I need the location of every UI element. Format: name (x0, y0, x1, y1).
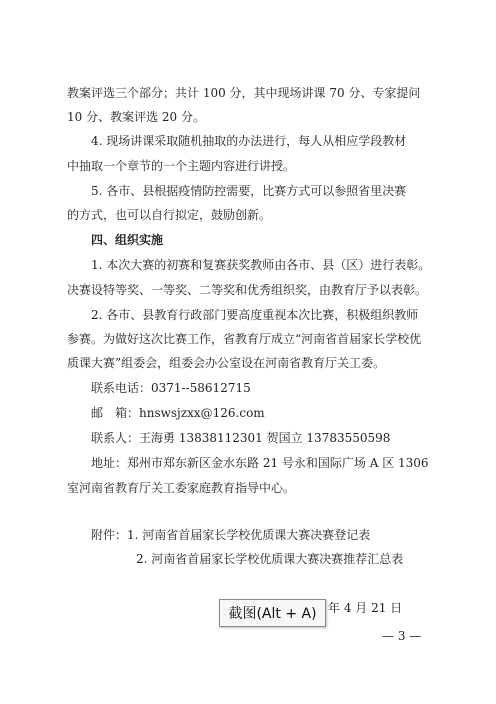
text-line: 2. 各市、县教育行政部门要高度重视本次比赛，积极组织教师 (91, 308, 419, 322)
text-line: 5. 各市、县根据疫情防控需要，比赛方式可以参照省里决赛 (91, 184, 407, 198)
contact-persons: 联系人：王海勇 13838112301 贺国立 13783550598 (91, 431, 391, 445)
contact-phone: 联系电话：0371--58612715 (91, 381, 251, 395)
text-line: 质课大赛”组委会，组委会办公室设在河南省教育厅关工委。 (67, 356, 386, 370)
address-line: 地址：郑州市郑东新区金水东路 21 号永和国际广场 A 区 1306 (91, 456, 429, 470)
screenshot-tooltip: 截图(Alt + A) (219, 599, 326, 627)
text-line: 决赛设特等奖、一等奖、二等奖和优秀组织奖，由教育厅予以表彰。 (67, 283, 428, 297)
text-line: 教案评选三个部分；共计 100 分，其中现场讲课 70 分、专家提问 (67, 86, 421, 100)
attachment-item: 2. 河南省首届家长学校优质课大赛决赛推荐汇总表 (136, 552, 404, 566)
attachment-item: 附件：1. 河南省首届家长学校优质课大赛决赛登记表 (91, 528, 371, 542)
address-line: 室河南省教育厅关工委家庭教育指导中心。 (67, 481, 296, 495)
text-line: 4. 现场讲课采取随机抽取的办法进行，每人从相应学段教材 (91, 134, 407, 148)
text-line: 10 分、教案评选 20 分。 (67, 110, 205, 124)
contact-email: 邮 箱：hnswsjzxx@126.com (91, 406, 265, 420)
text-line: 参赛。为做好这次比赛工作，省教育厅成立“河南省首届家长学校优 (67, 332, 422, 346)
page-number: — 3 — (382, 629, 422, 643)
date-line: 年 4 月 21 日 (328, 601, 403, 615)
text-line: 的方式，也可以自行拟定，鼓励创新。 (67, 208, 272, 222)
text-line: 中抽取一个章节的一个主题内容进行讲授。 (67, 159, 296, 173)
text-line: 1. 本次大赛的初赛和复赛获奖教师由各市、县（区）进行表彰。 (91, 258, 431, 272)
section-heading: 四、组织实施 (91, 233, 164, 247)
